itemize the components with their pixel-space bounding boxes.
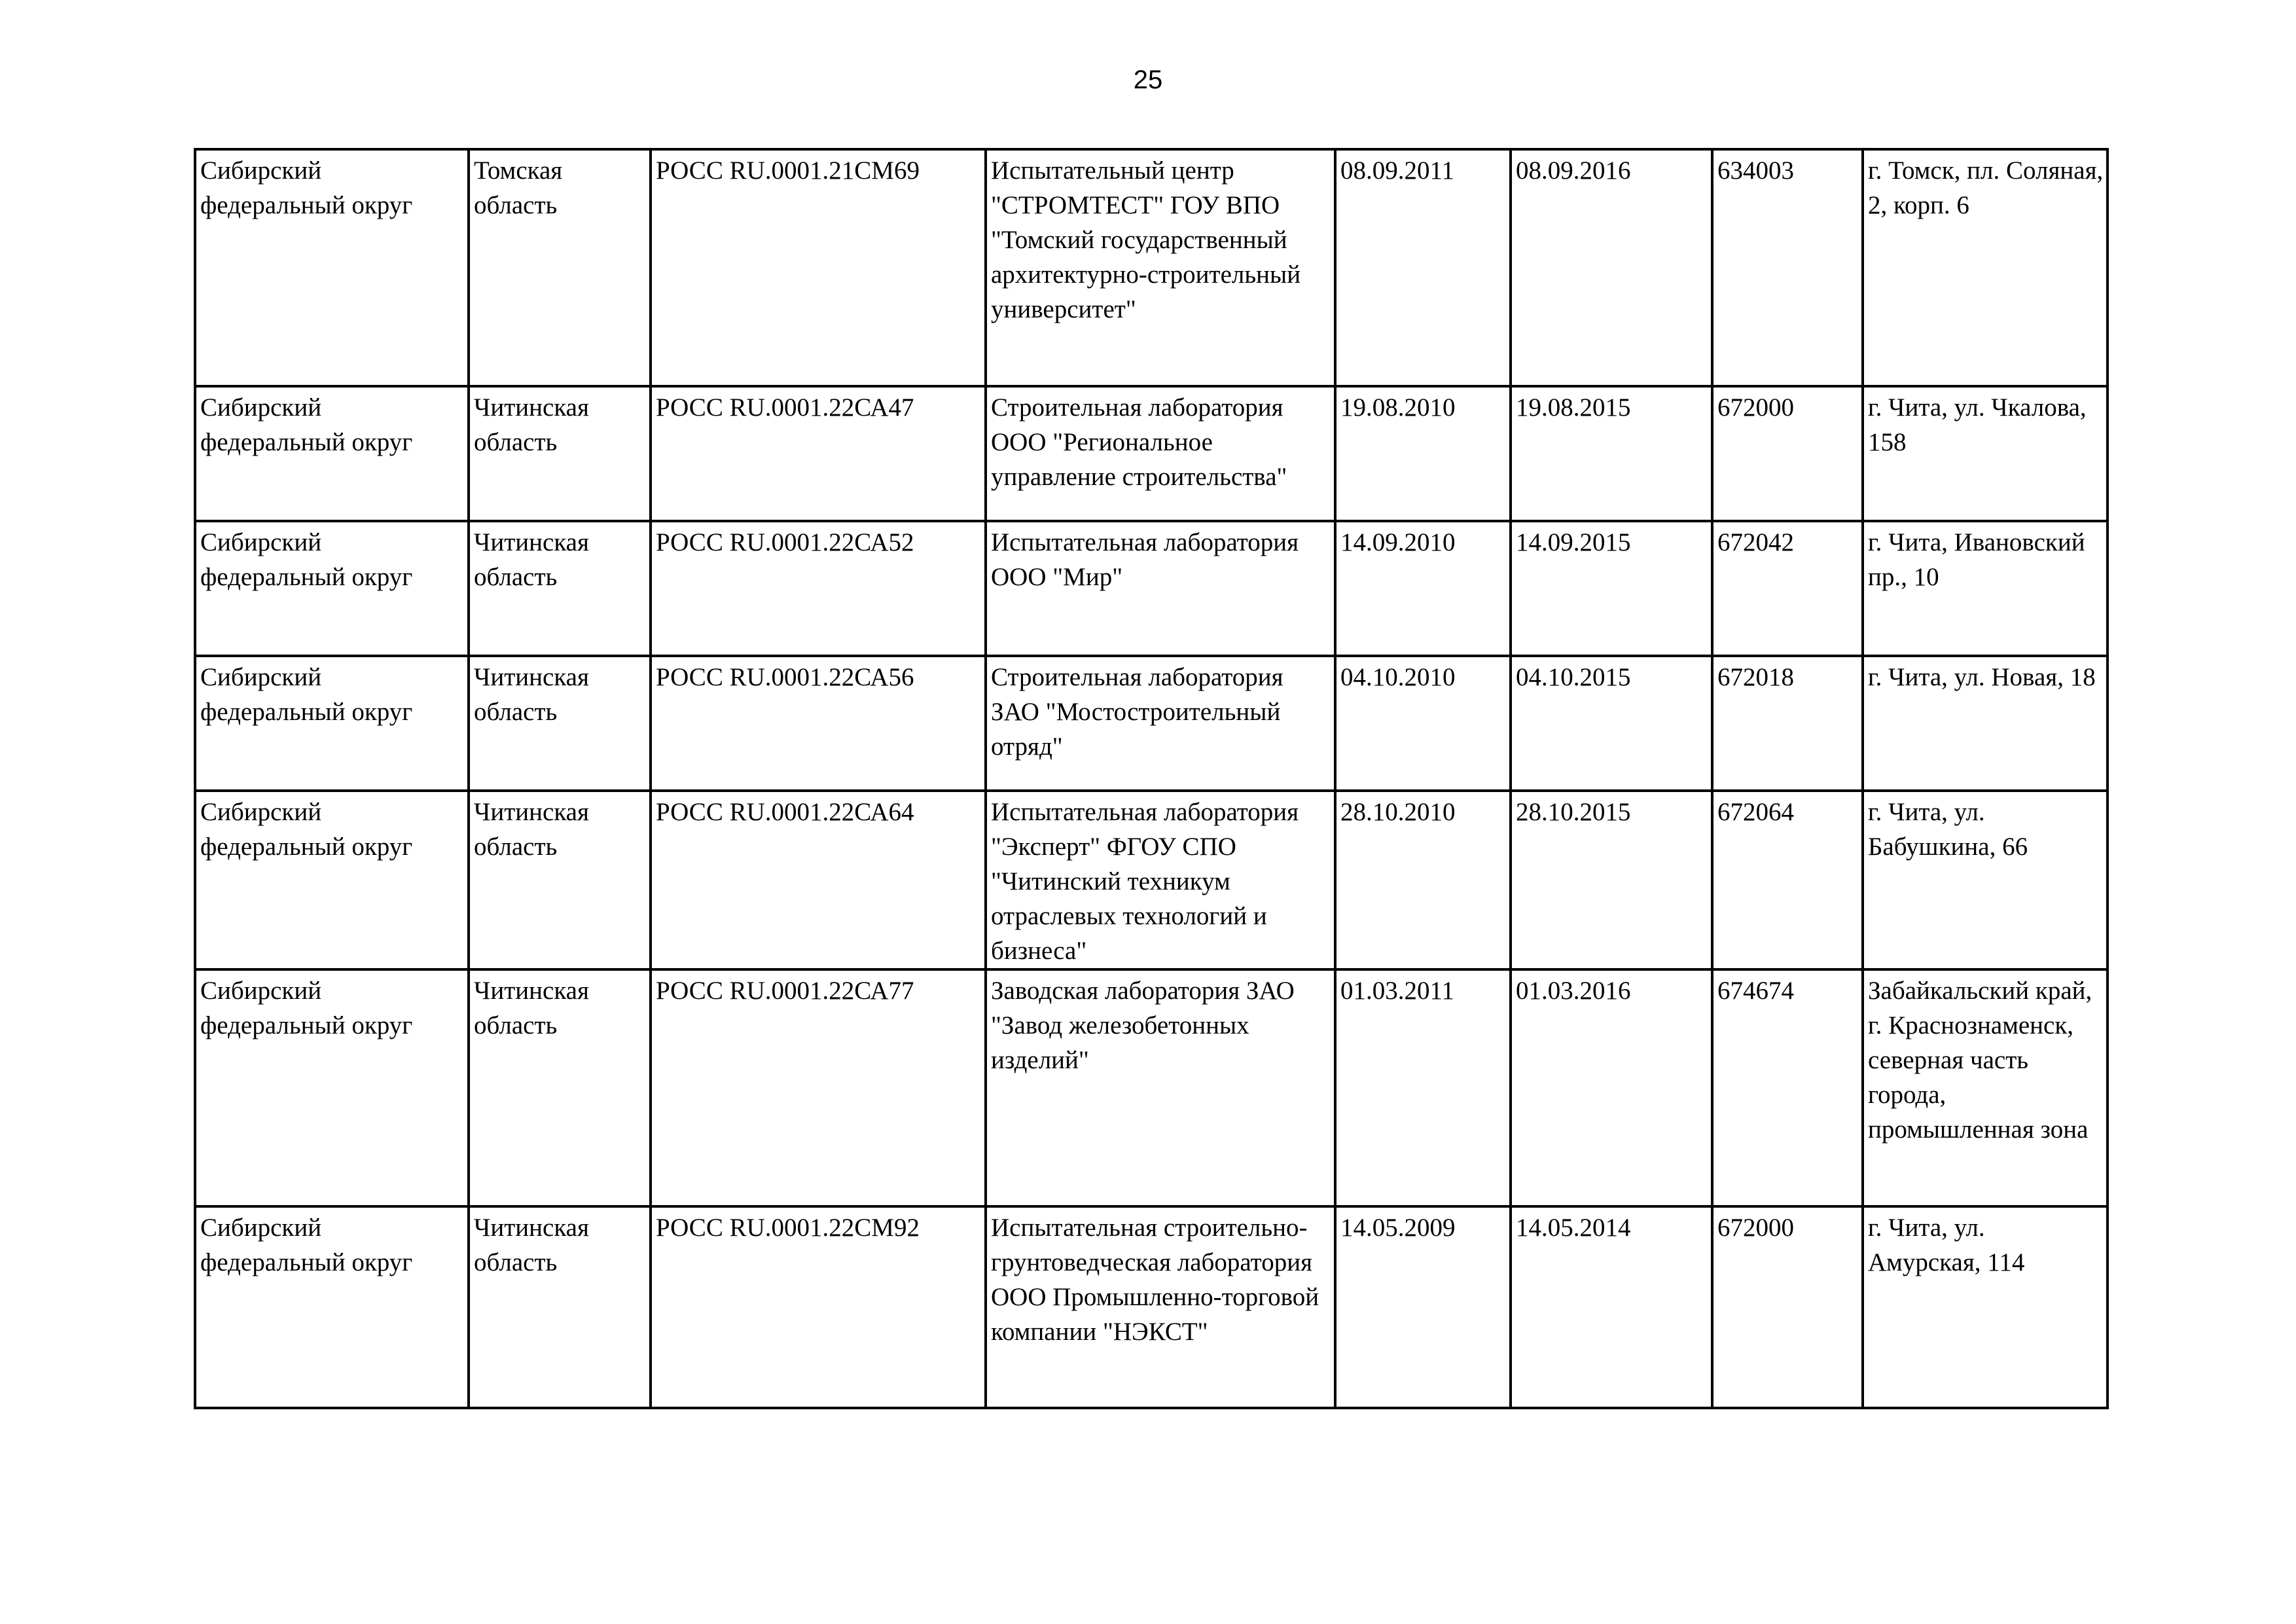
certificate-number-cell: РОСС RU.0001.22СА52 [651,521,986,656]
address-cell: Забайкальский край, г. Краснознаменск, северная часть города, промышленная зона [1863,969,2108,1206]
address-cell: г. Томск, пл. Соляная, 2, корп. 6 [1863,149,2108,386]
address-cell: г. Чита, Ивановский пр., 10 [1863,521,2108,656]
region-cell: Читинская область [469,1206,651,1408]
address-cell: г. Чита, ул. Новая, 18 [1863,656,2108,791]
postcode-cell: 672064 [1712,791,1863,969]
postcode-cell: 634003 [1712,149,1863,386]
region-cell: Читинская область [469,521,651,656]
region-cell: Читинская область [469,969,651,1206]
organization-cell: Испытательная лаборатория "Эксперт" ФГОУ СПО "Читинский техникум отраслевых технологий и бизнеса" [986,791,1335,969]
issue-date-cell: 01.03.2011 [1335,969,1511,1206]
organization-cell: Заводская лаборатория ЗАО "Завод железобетонных изделий" [986,969,1335,1206]
expiry-date-cell: 14.05.2014 [1511,1206,1712,1408]
certificate-number-cell: РОСС RU.0001.22СА77 [651,969,986,1206]
postcode-cell: 674674 [1712,969,1863,1206]
organization-cell: Строительная лаборатория ЗАО "Мостостроительный отряд" [986,656,1335,791]
postcode-cell: 672018 [1712,656,1863,791]
table-row [195,656,2108,791]
postcode-cell: 672042 [1712,521,1863,656]
registry-table [194,148,2109,1409]
region-cell: Читинская область [469,656,651,791]
table-row [195,791,2108,969]
district-cell: Сибирский федеральный округ [195,791,469,969]
district-cell: Сибирский федеральный округ [195,149,469,386]
organization-cell: Строительная лаборатория ООО "Региональное управление строительства" [986,386,1335,521]
issue-date-cell: 04.10.2010 [1335,656,1511,791]
postcode-cell: 672000 [1712,386,1863,521]
table-row [195,386,2108,521]
district-cell: Сибирский федеральный округ [195,1206,469,1408]
issue-date-cell: 19.08.2010 [1335,386,1511,521]
issue-date-cell: 08.09.2011 [1335,149,1511,386]
certificate-number-cell: РОСС RU.0001.22СМ92 [651,1206,986,1408]
expiry-date-cell: 01.03.2016 [1511,969,1712,1206]
address-cell: г. Чита, ул. Чкалова, 158 [1863,386,2108,521]
district-cell: Сибирский федеральный округ [195,386,469,521]
certificate-number-cell: РОСС RU.0001.22СА64 [651,791,986,969]
postcode-cell: 672000 [1712,1206,1863,1408]
issue-date-cell: 14.09.2010 [1335,521,1511,656]
region-cell: Читинская область [469,386,651,521]
address-cell: г. Чита, ул. Бабушкина, 66 [1863,791,2108,969]
region-cell: Томская область [469,149,651,386]
district-cell: Сибирский федеральный округ [195,521,469,656]
page-number: 25 [1133,65,1163,94]
table-row [195,969,2108,1206]
organization-cell: Испытательная строительно-грунтоведческая лаборатория ООО Промышленно-торговой компании "НЭКСТ" [986,1206,1335,1408]
table-row [195,149,2108,386]
issue-date-cell: 14.05.2009 [1335,1206,1511,1408]
table-row [195,1206,2108,1408]
expiry-date-cell: 14.09.2015 [1511,521,1712,656]
region-cell: Читинская область [469,791,651,969]
expiry-date-cell: 04.10.2015 [1511,656,1712,791]
organization-cell: Испытательная лаборатория ООО "Мир" [986,521,1335,656]
issue-date-cell: 28.10.2010 [1335,791,1511,969]
district-cell: Сибирский федеральный округ [195,969,469,1206]
certificate-number-cell: РОСС RU.0001.21СМ69 [651,149,986,386]
expiry-date-cell: 28.10.2015 [1511,791,1712,969]
district-cell: Сибирский федеральный округ [195,656,469,791]
certificate-number-cell: РОСС RU.0001.22СА56 [651,656,986,791]
table-row [195,521,2108,656]
certificate-number-cell: РОСС RU.0001.22СА47 [651,386,986,521]
expiry-date-cell: 08.09.2016 [1511,149,1712,386]
expiry-date-cell: 19.08.2015 [1511,386,1712,521]
organization-cell: Испытательный центр "СТРОМТЕСТ" ГОУ ВПО "Томский государственный архитектурно-строительный университет" [986,149,1335,386]
address-cell: г. Чита, ул. Амурская, 114 [1863,1206,2108,1408]
